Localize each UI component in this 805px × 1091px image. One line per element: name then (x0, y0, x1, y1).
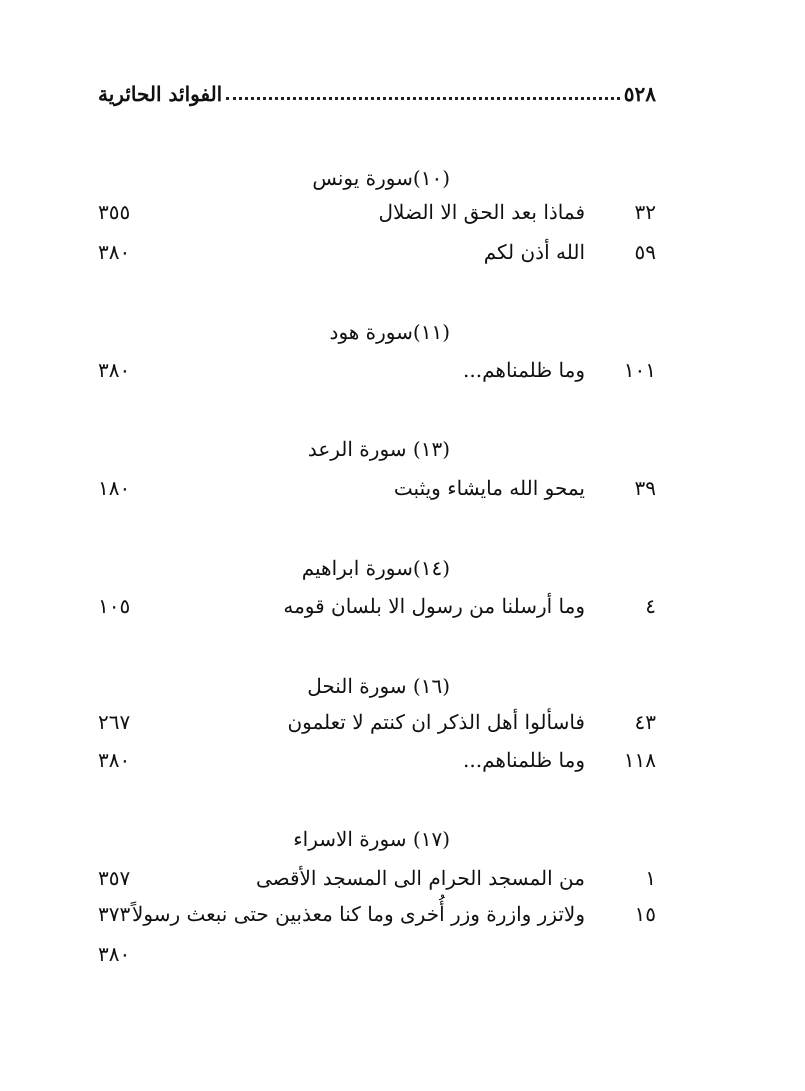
verse-text: الله أذن لكم (483, 240, 585, 264)
index-row (0, 942, 805, 976)
surah-heading: (١٣) سورة الرعد (307, 437, 450, 461)
verse-number: ١١٨ (623, 748, 656, 772)
verse-text: وما ظلمناهم... (463, 748, 585, 772)
verse-text: ولاتزر وازرة وزر أُخرى وما كنا معذبين حتى نبعث رسولاً (131, 902, 585, 926)
index-row (0, 710, 805, 744)
index-row (0, 866, 805, 900)
index-row (0, 200, 805, 234)
verse-number: ٣٢ (634, 200, 656, 224)
header-page-number: ٥٢٨ (623, 82, 656, 106)
surah-heading: (١١)سورة هود (329, 320, 450, 344)
verse-number: ٣٩ (634, 476, 656, 500)
surah-heading: (١٤)سورة ابراهيم (301, 556, 450, 580)
surah-heading: (١٧) سورة الاسراء (293, 827, 450, 851)
verse-text: من المسجد الحرام الى المسجد الأقصى (255, 866, 585, 890)
verse-text: وما ظلمناهم... (463, 358, 585, 382)
page-reference: ٣٧٣ (98, 902, 131, 926)
verse-number: ١٠١ (623, 358, 656, 382)
verse-number: ٥٩ (634, 240, 656, 264)
header-book-title: الفوائد الحائرية (98, 82, 223, 106)
index-row (0, 240, 805, 274)
verse-number: ٤٣ (634, 710, 656, 734)
index-row (0, 358, 805, 392)
page-reference: ٣٨٠ (98, 748, 131, 772)
index-row (0, 594, 805, 628)
page-reference: ٢٦٧ (98, 710, 131, 734)
verse-number: ٤ (645, 594, 656, 618)
header-leader-dots (226, 89, 620, 100)
surah-heading: (١٦) سورة النحل (307, 674, 450, 698)
surah-heading: (١٠)سورة يونس (312, 166, 450, 190)
running-header (98, 78, 656, 110)
page-reference: ٣٥٧ (98, 866, 131, 890)
page-reference: ٣٥٥ (98, 200, 131, 224)
verse-number: ١٥ (634, 902, 656, 926)
page-reference: ١٠٥ (98, 594, 131, 618)
page-reference: ٣٨٠ (98, 358, 131, 382)
verse-text: وما أرسلنا من رسول الا بلسان قومه (283, 594, 585, 618)
page-reference: ٣٨٠ (98, 240, 131, 264)
index-row (0, 902, 805, 936)
verse-text: فاسألوا أهل الذكر ان كنتم لا تعلمون (287, 710, 585, 734)
page-reference: ٣٨٠ (98, 942, 131, 966)
index-row (0, 476, 805, 510)
verse-text: يمحو الله مايشاء ويثبت (393, 476, 585, 500)
verse-text: فماذا بعد الحق الا الضلال (378, 200, 585, 224)
verse-number: ١ (645, 866, 656, 890)
page-reference: ١٨٠ (98, 476, 131, 500)
index-row (0, 748, 805, 782)
